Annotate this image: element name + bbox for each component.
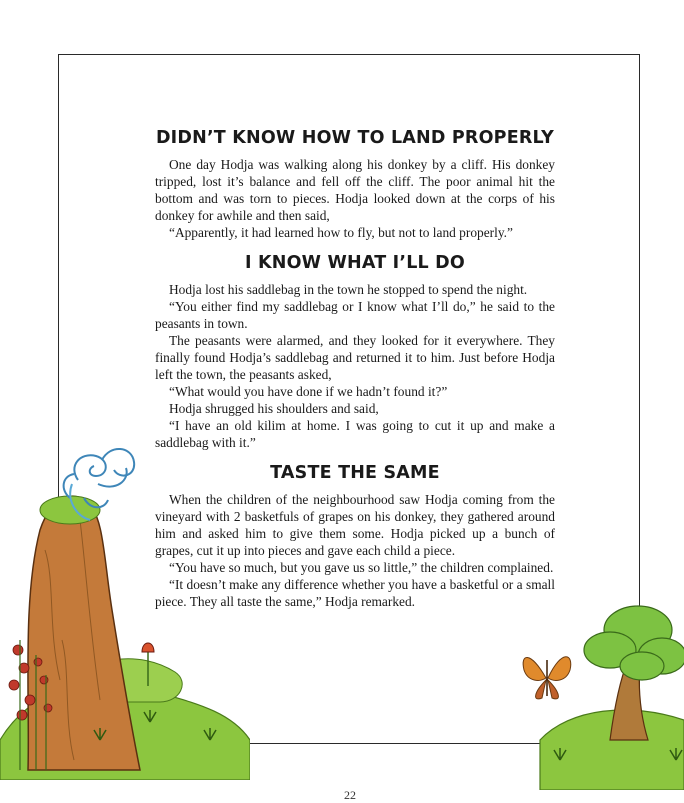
section-title: I KNOW WHAT I’LL DO (244, 253, 465, 273)
story-section-1 (155, 128, 555, 241)
paragraph: The peasants were alarmed, and they looked for it everywhere. They finally found Hodja’s saddlebag and returned it to him. Just before Hodja left the town, the peasants asked, (155, 333, 555, 382)
paragraph: “What would you have done if we hadn’t found it?” (169, 384, 448, 399)
story-section-2 (155, 253, 555, 451)
grass-mound (540, 710, 684, 790)
paragraph: “It doesn’t make any difference whether you have a basketful or a small piece. They all taste the same,” Hodja remarked. (155, 577, 555, 609)
section-title: DIDN’T KNOW HOW TO LAND PROPERLY (155, 128, 555, 148)
paragraph: One day Hodja was walking along his donkey by a cliff. His donkey tripped, lost it’s balance and fell off the cliff. The poor animal hit the bottom and was torn to pieces. Hodja looked down at the corps of his donkey for awhile and then said, (155, 157, 555, 223)
tree-canopy (584, 606, 684, 680)
paragraph: “You have so much, but you gave us so little,” the children complained. (169, 560, 554, 575)
paragraph: “I have an old kilim at home. I was going to cut it up and make a saddlebag with it.” (155, 418, 555, 450)
left-illustration (0, 440, 250, 780)
section-title: TASTE THE SAME (270, 463, 440, 483)
paragraph: “You either find my saddlebag or I know what I’ll do,” he said to the peasants in town. (155, 299, 555, 331)
tulip-icon (142, 643, 154, 652)
paragraph: “Apparently, it had learned how to fly, but not to land properly.” (169, 225, 513, 240)
paragraph: Hodja shrugged his shoulders and said, (169, 401, 379, 416)
right-illustration (500, 590, 684, 790)
paragraph: Hodja lost his saddlebag in the town he stopped to spend the night. (169, 282, 528, 297)
rock-pillar (28, 496, 140, 770)
butterfly-icon (523, 657, 571, 699)
paragraph: When the children of the neighbourhood saw Hodja coming from the vineyard with 2 basketfuls of grapes on his donkey, they gathered around him and asked him to give them some. Hodja picked up a bunch of grapes, cut it up into pieces and gave each child a piece. (155, 492, 555, 558)
page-number: 22 (344, 788, 356, 802)
